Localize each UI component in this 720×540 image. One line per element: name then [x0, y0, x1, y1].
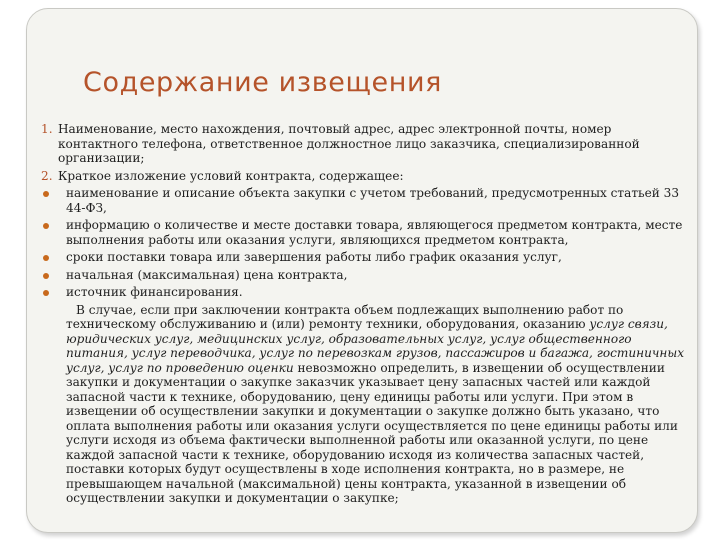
- bullet-item-3: [40, 250, 692, 265]
- bullet-dot-icon: [43, 191, 49, 197]
- bullet-text: информацию о количестве и месте доставки товара, являющегося предметом контракта, месте выполнения работы или оказания услуги, являющихся предметом контракта,: [66, 218, 683, 247]
- bullet-item-4: [40, 268, 692, 283]
- closing-rest: невозможно определить, в извещении об осуществлении закупки и документации о закупке заказчик указывает цену запасных частей или каждой запасной части к технике, оборудованию, цену единицы работы или услуги. При этом в извещении об осуществлении закупки и документации о закупке должно быть указано, что оплата выполнения работы или оказания услуги осуществляется по цене единицы работы или услуги исходя из объема фактически выполненной работы или оказанной услуги, по цене каждой запасной части к технике, оборудованию исходя из количества запасных частей, поставки которых будут осуществлены в ходе исполнения контракта, но в размере, не превышающем начальной (максимальной) цены контракта, указанной в извещении об осуществлении закупки и документации о закупке;: [66, 360, 678, 505]
- numbered-item-2: [40, 169, 692, 184]
- bullet-text: начальная (максимальная) цена контракта,: [66, 267, 348, 282]
- item-number: 1.: [41, 122, 53, 136]
- closing-lead: В случае, если при заключении контракта объем подлежащих выполнению работ по техническому обслуживанию и (или) ремонту техники, оборудования, оказанию: [66, 302, 624, 331]
- slide-title: Содержание извещения: [83, 67, 442, 98]
- bullet-item-1: [40, 186, 692, 215]
- item-text: Наименование, место нахождения, почтовый адрес, адрес электронной почты, номер контактного телефона, ответственное должностное лицо заказчика, специализированной организации;: [58, 122, 640, 165]
- bullet-dot-icon: [43, 255, 49, 261]
- bullet-text: наименование и описание объекта закупки с учетом требований, предусмотренных статьей 33 44-ФЗ,: [66, 186, 680, 215]
- slide-frame: [26, 8, 698, 533]
- numbered-item-1: [40, 122, 692, 166]
- closing-paragraph: [40, 303, 692, 506]
- bullet-dot-icon: [43, 273, 49, 279]
- bullet-item-2: [40, 218, 692, 247]
- bullet-dot-icon: [43, 223, 49, 229]
- item-number: 2.: [41, 168, 53, 183]
- item-text: Краткое изложение условий контракта, содержащее:: [58, 168, 404, 183]
- bullet-dot-icon: [43, 290, 49, 296]
- bullet-item-5: [40, 285, 692, 300]
- bullet-text: источник финансирования.: [66, 285, 243, 299]
- closing-italic-services: услуг связи, юридических услуг, медицинских услуг, образовательных услуг, услуг общественного питания, услуг переводчика, услуг по перевозкам грузов, пассажиров и багажа, гостиничных услуг, услуг по проведению оценки: [66, 317, 685, 375]
- bullet-text: сроки поставки товара или завершения работы либо график оказания услуг,: [66, 250, 562, 264]
- slide-content: [40, 122, 692, 506]
